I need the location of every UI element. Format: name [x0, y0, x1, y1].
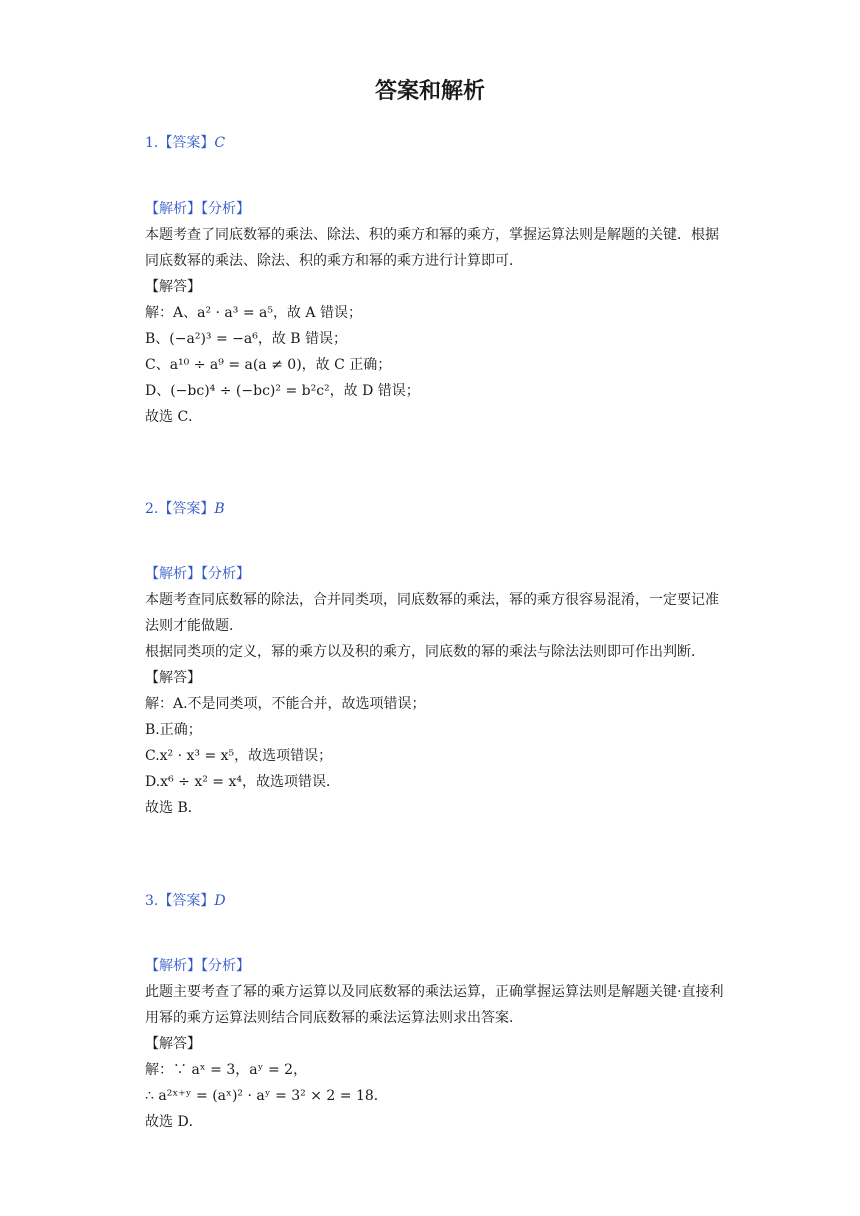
q3-explanation	[145, 953, 725, 1135]
q1-solution-line: B、(−a²)³ = −a⁶，故 B 错误；	[145, 331, 348, 347]
q2-solution-line: B.正确；	[145, 722, 202, 738]
q2-analysis-text-2: 根据同类项的定义，幂的乘方以及积的乘方，同底数的幂的乘法与除法法则即可作出判断．	[145, 644, 705, 660]
q1-analysis-tag: 【解析】【分析】	[145, 201, 250, 217]
q1-number: 1.	[145, 135, 159, 151]
q2-explanation	[145, 561, 725, 821]
q2-answer-tag: 【答案】	[158, 501, 215, 517]
q3-analysis-text: 此题主要考查了幂的乘方运算以及同底数幂的乘法运算，正确掌握运算法则是解题关键·直接利用幂的乘方运算法则结合同底数幂的乘法运算法则求出答案．	[145, 984, 724, 1026]
q2-solution-tag: 【解答】	[145, 670, 201, 686]
q1-solution-line: 解：A、a² · a³ = a⁵，故 A 错误；	[145, 305, 362, 321]
q3-analysis-tag: 【解析】【分析】	[145, 958, 250, 974]
q2-solution-line: 故选 B．	[145, 800, 202, 816]
q1-solution-line: D、(−bc)⁴ ÷ (−bc)² = b²c²，故 D 错误；	[145, 383, 420, 399]
q2-number: 2.	[145, 501, 159, 517]
q2-answer: B	[214, 501, 225, 517]
q3-solution-tag: 【解答】	[145, 1036, 201, 1052]
q2-analysis-text-1: 本题考查同底数幂的除法，合并同类项，同底数幂的乘法，幂的乘方很容易混淆，一定要记准法则才能做题．	[145, 592, 719, 634]
q1-solution-line: C、a¹⁰ ÷ a⁹ = a(a ≠ 0)，故 C 正确；	[145, 357, 392, 373]
q2-analysis-tag: 【解析】【分析】	[145, 566, 250, 582]
q1-explanation	[145, 196, 725, 430]
q3-answer-tag: 【答案】	[158, 893, 215, 909]
q1-solution-tag: 【解答】	[145, 279, 201, 295]
q2-solution-line: D.x⁶ ÷ x² = x⁴，故选项错误．	[145, 774, 340, 790]
q1-analysis-text: 本题考查了同底数幂的乘法、除法、积的乘方和幂的乘方，掌握运算法则是解题的关键．根据同底数幂的乘法、除法、积的乘方和幂的乘方进行计算即可．	[145, 227, 719, 269]
q3-solution-line: 故选 D．	[145, 1114, 203, 1130]
q1-answer-line	[145, 132, 225, 152]
q3-solution-line: 解：∵ aˣ = 3，aʸ = 2，	[145, 1062, 308, 1078]
q3-answer-line	[145, 890, 226, 910]
q3-answer: D	[214, 893, 226, 909]
q3-solution-line: ∴ a²ˣ⁺ʸ = (aˣ)² · aʸ = 3² × 2 = 18．	[145, 1088, 388, 1104]
q1-answer: C	[214, 135, 226, 151]
q1-answer-tag: 【答案】	[158, 135, 215, 151]
q2-solution-line: 解：A.不是同类项，不能合并，故选项错误；	[145, 696, 426, 712]
q2-answer-line	[145, 498, 225, 518]
q1-solution-line: 故选 C．	[145, 409, 203, 425]
q3-number: 3.	[145, 893, 159, 909]
page-title: 答案和解析	[374, 79, 485, 104]
q2-solution-line: C.x² · x³ = x⁵，故选项错误；	[145, 748, 333, 764]
